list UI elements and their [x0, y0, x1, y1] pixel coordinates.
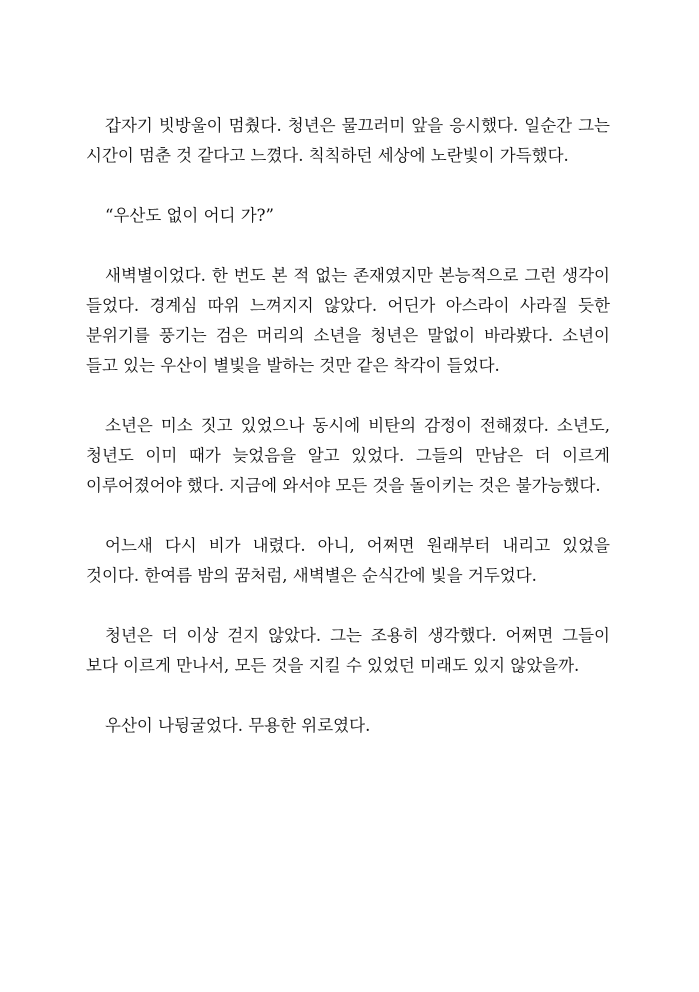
paragraph-6: 청년은 더 이상 걷지 않았다. 그는 조용히 생각했다. 어쩌면 그들이 보다 이르게 만나서, 모든 것을 지킬 수 있었던 미래도 있지 않았을까. [86, 626, 610, 675]
paragraph-4: 소년은 미소 짓고 있었으나 동시에 비탄의 감정이 전해졌다. 소년도, 청년도 이미 때가 늦었음을 알고 있었다. 그들의 만남은 더 이르게 이루어졌어야 했다. 지금에 와서야 모든 것을 돌이키는 것은 불가능했다. [86, 416, 610, 495]
paragraph-3: 새벽별이었다. 한 번도 본 적 없는 존재였지만 본능적으로 그런 생각이 들었다. 경계심 따위 느껴지지 않았다. 어딘가 아스라이 사라질 듯한 분위기를 풍기는 검은 머리의 소년을 청년은 말없이 바라봤다. 소년이 들고 있는 우산이 별빛을 발하는 것만 같은 착각이 들었다. [86, 266, 610, 375]
story-text [86, 111, 610, 771]
paragraph-1: 갑자기 빗방울이 멈췄다. 청년은 물끄러미 앞을 응시했다. 일순간 그는 시간이 멈춘 것 같다고 느꼈다. 칙칙하던 세상에 노란빛이 가득했다. [86, 116, 610, 165]
paragraph-5: 어느새 다시 비가 내렸다. 아니, 어쩌면 원래부터 내리고 있었을 것이다. 한여름 밤의 꿈처럼, 새벽별은 순식간에 빛을 거두었다. [86, 536, 610, 585]
paragraph-7: 우산이 나뒹굴었다. 무용한 위로였다. [105, 716, 371, 735]
paragraph-2-dialogue: “우산도 없이 어디 가?” [105, 206, 274, 225]
